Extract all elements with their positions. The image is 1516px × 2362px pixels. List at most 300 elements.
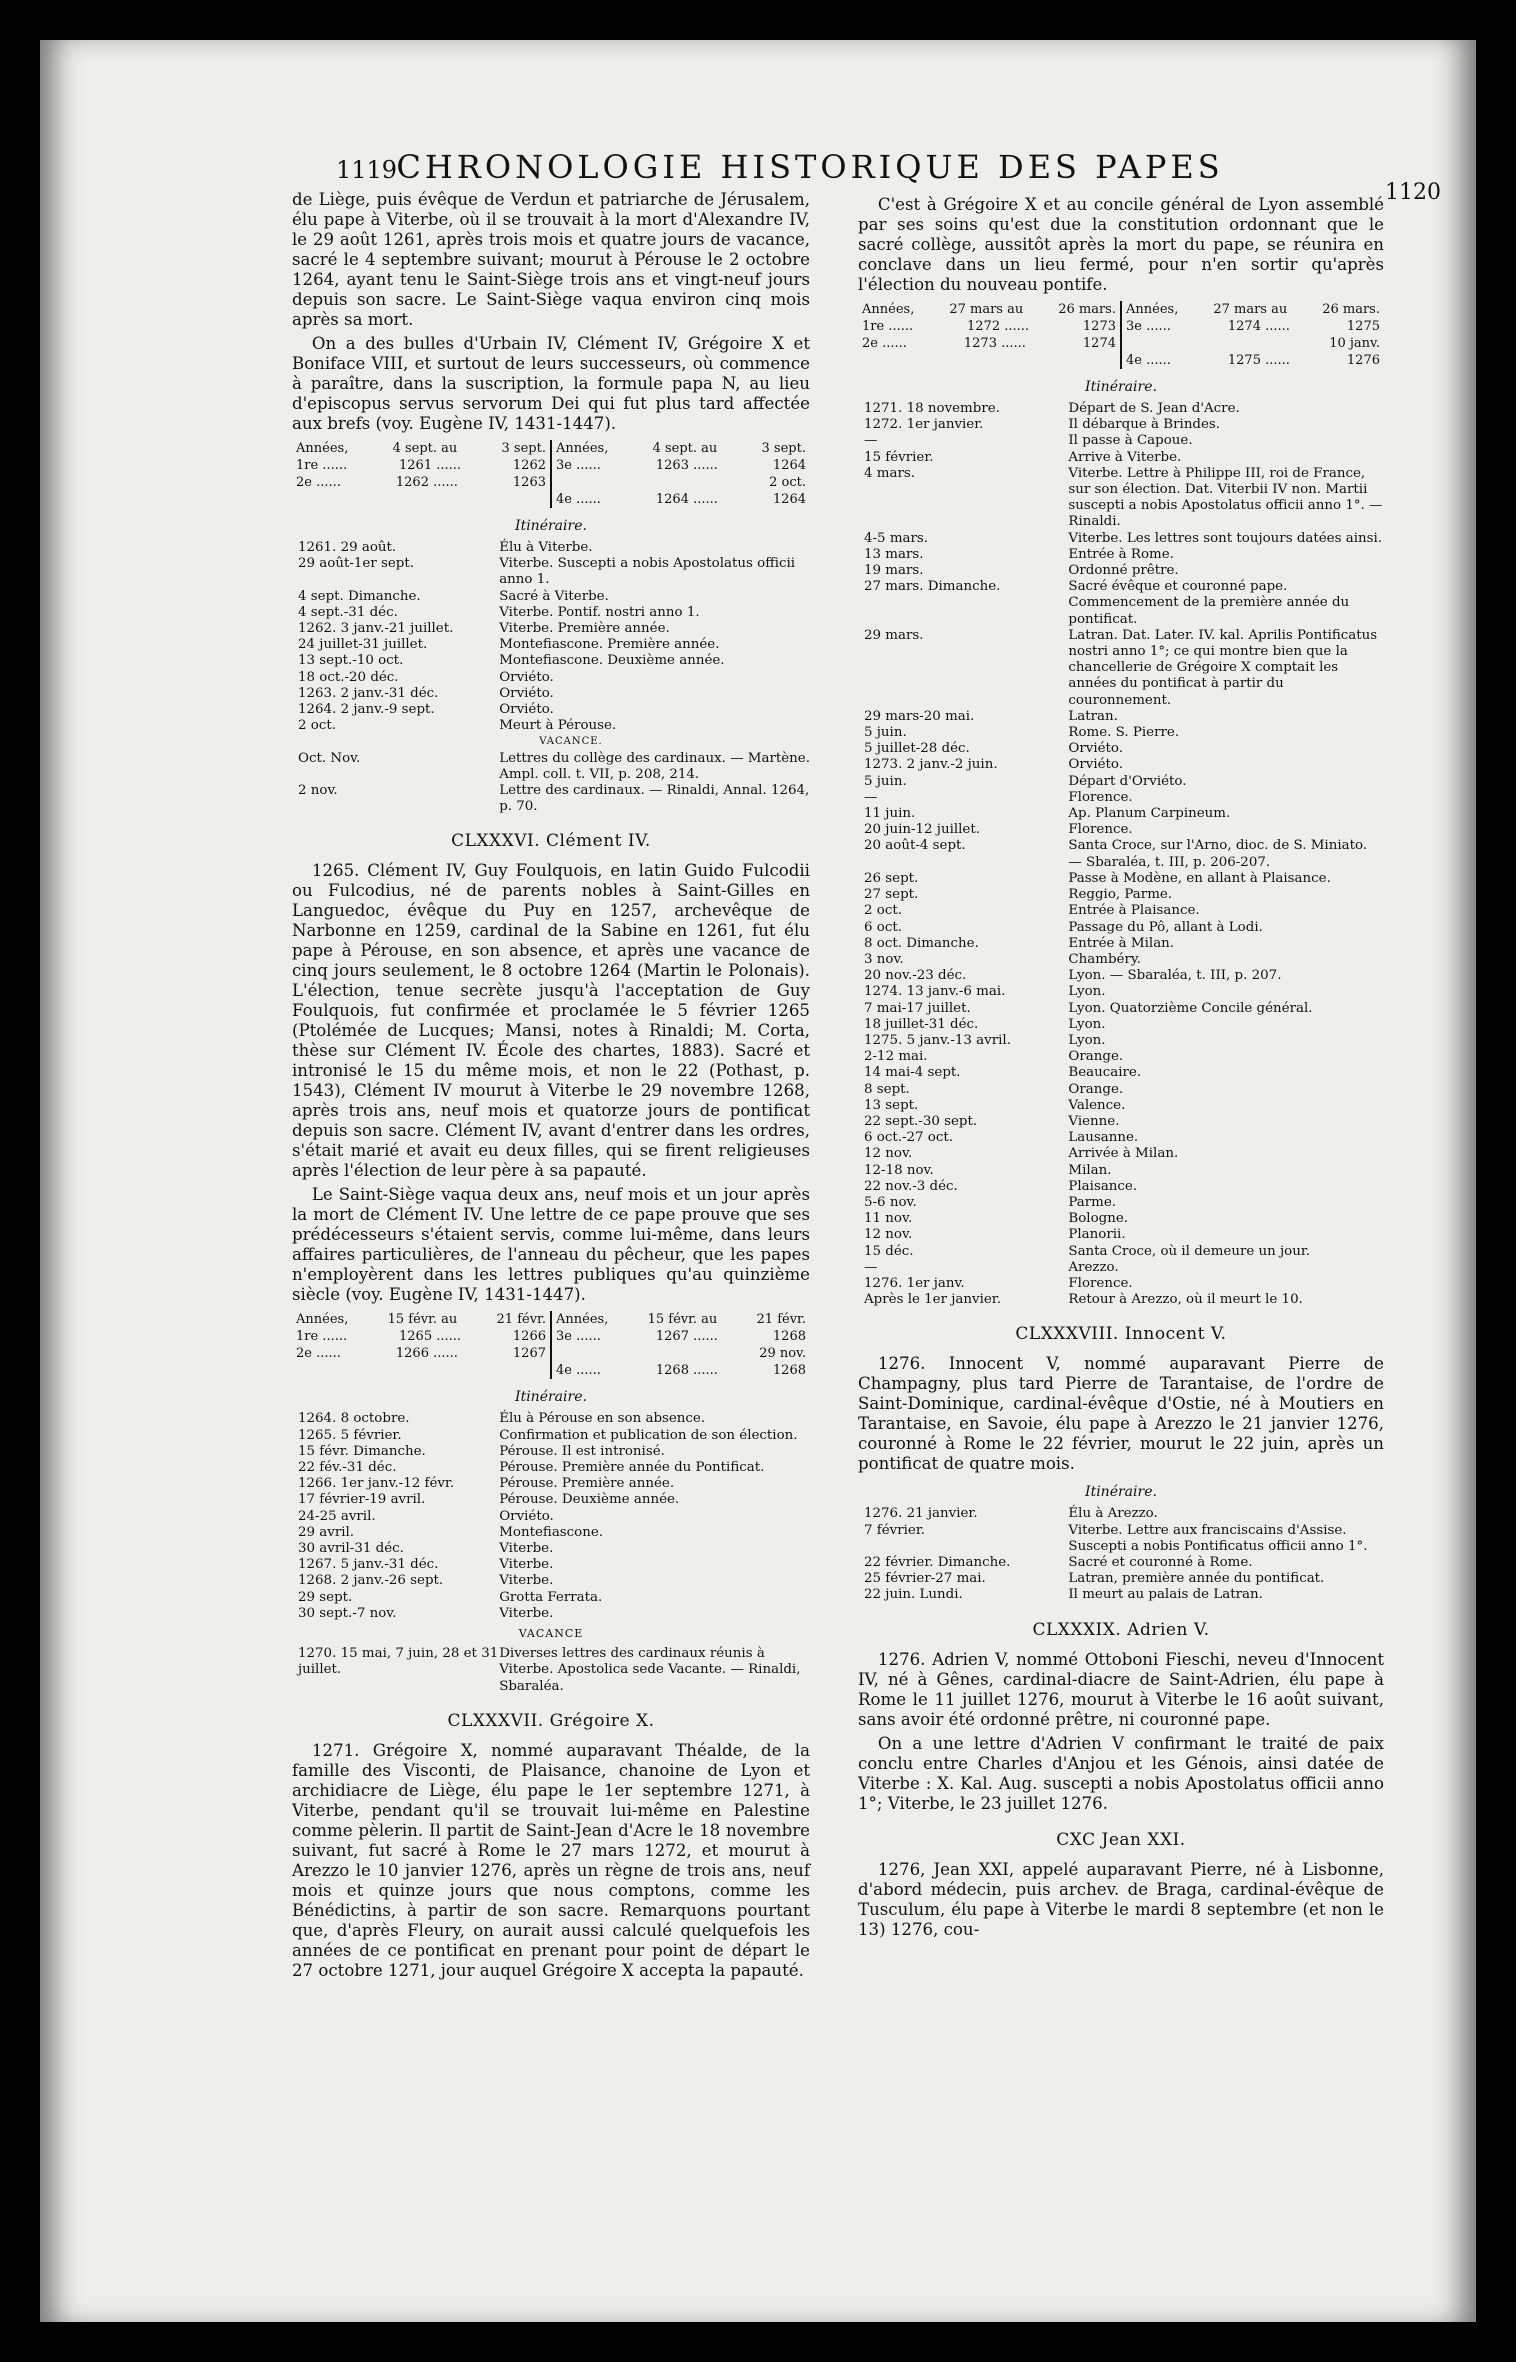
annees-head-cell: Années, [862, 302, 915, 317]
itinerary-date: 15 févr. Dimanche. [298, 1443, 426, 1459]
annees-half [550, 1311, 810, 1379]
itinerary-entry: Pérouse. Deuxième année. [499, 1492, 680, 1508]
itinerary-entry: Il passe à Capoue. [1068, 433, 1193, 449]
left-intro [292, 190, 810, 434]
paragraph: 1276. Adrien V, nommé Ottoboni Fieschi, neveu d'Innocent IV, né à Gênes, cardinal-diacre de Saint-Adrien, élu pape à Rome le 11 juillet 1276, mourut à Viterbe le 16 août suivant, sans avoir été ordonné prêtre, ni couronné pape. [858, 1649, 1384, 1729]
annees-row [556, 491, 806, 508]
itinerary-date: 1268. 2 janv.-26 sept. [298, 1573, 444, 1589]
itinerary-date: 27 sept. [864, 887, 919, 903]
vacance-letters [292, 1646, 810, 1695]
itinerary-date: 1275. 5 janv.-13 avril. [864, 1032, 1011, 1048]
itinerary-row [292, 718, 810, 734]
itinerary-row [858, 1523, 1384, 1555]
itinerary-row [858, 1017, 1384, 1033]
itinerary-row [858, 433, 1384, 449]
annees-table-clement [292, 1311, 810, 1379]
itinerary-entry: Lyon. [1068, 1032, 1106, 1048]
annees-head-cell: 4 sept. au [652, 441, 718, 456]
annees-head-cell: Années, [556, 1312, 609, 1328]
itinerary-row [858, 531, 1384, 547]
itinerary-entry: Sacré évêque et couronné pape. Commencement de la première année du pontificat. [1068, 579, 1350, 627]
annees-head-cell: 3 sept. [761, 441, 806, 456]
itinerary-date: 1267. 5 janv.-31 déc. [298, 1557, 439, 1573]
itinerary-row [858, 968, 1384, 984]
itinerary-entry: Parme. [1068, 1194, 1117, 1210]
annees-head-cell: 21 févr. [756, 1312, 806, 1328]
itinerary-row [858, 952, 1384, 968]
itinerary-row [858, 628, 1384, 709]
itinerary-row [858, 1587, 1384, 1603]
annees-cell: 1262 ...... [395, 475, 458, 490]
itinerary-date: 29 mars. [864, 627, 924, 643]
itinerary-row [292, 1646, 810, 1695]
itinerary-title: Itinéraire. [515, 518, 587, 534]
itinerary-row [858, 1049, 1384, 1065]
itinerary-row [858, 563, 1384, 579]
itinerary-date: 1263. 2 janv.-31 déc. [298, 685, 439, 701]
annees-cell: 4e ...... [556, 1363, 601, 1379]
paragraph: 1265. Clément IV, Guy Foulquois, en latin Guido Fulcodii ou Fulcodius, né de parents nobles à Saint-Gilles en Languedoc, évêque du Puy en 1257, archevêque de Narbonne en 1259, cardinal de la Sabine en 1261, fut élu pape à Pérouse, en son absence, et après une vacance de cinq jours seulement, le 8 octobre 1264 (Martin le Polonais). L'élection, tenue secrète jusqu'à l'acceptation de Guy Foulquois, fut confirmée et proclamée le 5 février 1265 (Ptolémée de Lucques; Mansi, notes à Rinaldi; M. Corta, thèse sur Clément IV. École des chartes, 1883). Sacré et intronisé le 15 du même mois, et non le 22 (Pothast, p. 1543), Clément IV mourut à Viterbe le 29 novembre 1268, après trois ans, neuf mois et quatorze jours de pontificat depuis son sacre. Clément IV, avant d'entrer dans les ordres, s'était marié et avait eu deux filles, qui se firent religieuses après l'élection de leur père à sa papauté. [292, 861, 810, 1181]
itinerary-row [858, 757, 1384, 773]
itinerary-row [858, 1163, 1384, 1179]
itinerary-date: 1264. 8 octobre. [298, 1411, 410, 1427]
itinerary-entry: Sacré et couronné à Rome. [1068, 1554, 1253, 1570]
annees-row [1126, 352, 1380, 369]
annees-cell: 1re ...... [296, 458, 348, 473]
annees-head-cell: Années, [296, 441, 349, 456]
itinerary-entry: Diverses lettres des cardinaux réunis à Viterbe. Apostolica sede Vacante. — Rinaldi, Sbaraléa. [499, 1646, 801, 1694]
itinerary-date: — [864, 789, 878, 805]
itinerary-entry: Viterbe. Lettre à Philippe III, roi de France, sur son élection. Dat. Viterbii IV non. Martii suscepti a nobis Apostolatus officii anno 1°. — Rinaldi. [1068, 465, 1383, 530]
itinerary-entry: Passe à Modène, en allant à Plaisance. [1068, 870, 1331, 886]
itinerary-row [858, 1211, 1384, 1227]
itinerary-entry: Ordonné prêtre. [1068, 563, 1179, 579]
annees-cell: 1275 ...... [1227, 353, 1290, 368]
annees-cell: 1276 [1346, 353, 1380, 368]
itinerary-row [858, 1033, 1384, 1049]
itinerary-date: 14 mai-4 sept. [864, 1065, 961, 1081]
itinerary-entry: Reggio, Parme. [1068, 887, 1173, 903]
itinerary-date: 19 mars. [864, 563, 924, 579]
itinerary-date: 24-25 avril. [298, 1508, 376, 1524]
itinerary-row [858, 579, 1384, 628]
itinerary-date: 1276. 1er janv. [864, 1275, 965, 1291]
itinerary-innocent [858, 1506, 1384, 1603]
itinerary-date: 5 juillet-28 déc. [864, 741, 970, 757]
itinerary-date: 13 mars. [864, 546, 924, 562]
itinerary-row [858, 903, 1384, 919]
itinerary-entry: Viterbe. [499, 1573, 554, 1589]
annees-half [1120, 301, 1384, 369]
itinerary-date: 12-18 nov. [864, 1162, 934, 1178]
running-header: CHRONOLOGIE HISTORIQUE DES PAPES [396, 148, 1224, 186]
itinerary-entry: Entrée à Plaisance. [1068, 903, 1200, 919]
itinerary-entry: Orange. [1068, 1081, 1124, 1097]
itinerary-entry: Viterbe. Les lettres sont toujours datées ainsi. [1068, 530, 1383, 546]
annees-cell: 1re ...... [862, 319, 914, 334]
itinerary-row [858, 1571, 1384, 1587]
annees-cell: 1264 [772, 458, 806, 473]
annees-head-cell: 27 mars au [1213, 302, 1288, 317]
itinerary-entry: Départ d'Orviéto. [1068, 773, 1187, 789]
itinerary-date: 15 déc. [864, 1243, 914, 1259]
itinerary-date: 1271. 18 novembre. [864, 401, 1000, 416]
itinerary-date: 11 juin. [864, 806, 916, 822]
itinerary-date: 3 nov. [864, 951, 904, 967]
itinerary-row [858, 1244, 1384, 1260]
annees-cell: 2e ...... [296, 475, 341, 490]
itinerary-entry: Lettre des cardinaux. — Rinaldi, Annal. 1264, p. 70. [499, 783, 810, 815]
annees-cell: 1272 ...... [967, 319, 1030, 334]
annees-cell: 1264 [772, 492, 806, 507]
section-title-adrien: CLXXXIX. Adrien V. [1032, 1619, 1210, 1640]
itinerary-entry: Lyon. — Sbaraléa, t. III, p. 207. [1068, 968, 1282, 984]
annees-head-cell: Années, [1126, 302, 1179, 317]
annees-half [292, 1311, 550, 1379]
itinerary-entry: Latran. [1068, 708, 1118, 724]
itinerary-date: 29 août-1er sept. [298, 556, 414, 572]
paragraph: 1276, Jean XXI, appelé auparavant Pierre, né à Lisbonne, d'abord médecin, puis archev. de Braga, cardinal-évêque de Tusculum, élu pape à Viterbe le mardi 8 septembre (et non le 13) 1276, cou- [858, 1859, 1384, 1939]
left-column [292, 190, 810, 1985]
itinerary-entry: Latran, première année du pontificat. [1068, 1571, 1325, 1587]
itinerary-entry: Bologne. [1068, 1211, 1129, 1227]
section-title-clement: CLXXXVI. Clément IV. [451, 831, 651, 852]
annees-row [862, 318, 1116, 335]
itinerary-date: 5 juin. [864, 725, 907, 741]
itinerary-date: 1266. 1er janv.-12 févr. [298, 1476, 455, 1492]
itinerary-entry: Lyon. Quatorzième Concile général. [1068, 1000, 1313, 1016]
itinerary-row [292, 1541, 810, 1557]
annees-cell: 1261 ...... [399, 458, 462, 473]
itinerary-date: 13 sept. [864, 1097, 919, 1113]
itinerary-date: 22 février. Dimanche. [864, 1554, 1011, 1570]
itinerary-row [858, 466, 1384, 531]
itinerary-row [292, 621, 810, 637]
itinerary-row [858, 936, 1384, 952]
itinerary-title: Itinéraire. [515, 1389, 587, 1406]
itinerary-entry: Élu à Pérouse en son absence. [499, 1411, 706, 1427]
itinerary-entry: Passage du Pô, allant à Lodi. [1068, 919, 1263, 935]
itinerary-date: 25 février-27 mai. [864, 1571, 986, 1587]
itinerary-row [292, 1606, 810, 1622]
itinerary-urbain [292, 540, 810, 815]
itinerary-date: 4-5 mars. [864, 530, 929, 546]
annees-cell: 1273 [1082, 319, 1116, 334]
page-number-left: 1119 [336, 156, 398, 184]
annees-row [556, 474, 806, 491]
itinerary-entry: Viterbe. Suscepti a nobis Apostolatus officii anno 1. [499, 556, 796, 588]
itinerary-row [858, 774, 1384, 790]
itinerary-row [292, 1444, 810, 1460]
itinerary-date: — [864, 1259, 878, 1275]
itinerary-entry: Latran. Dat. Later. IV. kal. Aprilis Pontificatus nostri anno 1°; ce qui montre bien que la chancellerie de Grégoire X comptait les années du pontificat à partir du couronnement. [1068, 627, 1378, 708]
itinerary-date: 17 février-19 avril. [298, 1492, 426, 1508]
annees-cell: 1263 [512, 475, 546, 490]
itinerary-row [858, 806, 1384, 822]
itinerary-row [858, 1227, 1384, 1243]
annees-cell: 4e ...... [556, 492, 601, 507]
itinerary-row [292, 670, 810, 686]
itinerary-date: 8 oct. Dimanche. [864, 935, 979, 951]
itinerary-date: 1262. 3 janv.-21 juillet. [298, 621, 454, 637]
gregoire-text [292, 1741, 810, 1981]
annees-cell: 1263 ...... [655, 458, 718, 473]
annees-head-cell: Années, [556, 441, 609, 456]
right-intro [858, 195, 1384, 295]
itinerary-row [292, 1476, 810, 1492]
paragraph: 1271. Grégoire X, nommé auparavant Théalde, de la famille des Visconti, de Plaisance, chanoine de Lyon et archidiacre de Liège, élu pape le 1er septembre 1271, à Viterbe, pendant qu'il se trouvait lui-même en Palestine comme pèlerin. Il partit de Saint-Jean d'Acre le 18 novembre suivant, fut sacré à Rome le 27 mars 1272, et mourut à Arezzo le 10 janvier 1276, après un règne de trois ans, neuf mois et quinze jours que nous comptons, comme les Bénédictins, à partir de son sacre. Remarquons pourtant que, d'après Fleury, on aurait aussi calculé quelquefois les années de ce pontificat en prenant pour point de départ le 27 octobre 1271, jour auquel Grégoire X accepta la papauté. [292, 1740, 810, 1980]
annees-cell: 29 nov. [759, 1346, 806, 1362]
annees-cell: 1274 ...... [1227, 319, 1290, 334]
itinerary-row [858, 1065, 1384, 1081]
itinerary-row [858, 984, 1384, 1000]
itinerary-row [858, 547, 1384, 563]
annees-cell: 2e ...... [862, 336, 907, 351]
annees-cell: 1re ...... [296, 1329, 348, 1345]
annees-head-cell: 15 févr. au [647, 1312, 718, 1328]
section-title-jean: CXC Jean XXI. [1056, 1829, 1186, 1850]
itinerary-entry: Grotta Ferrata. [499, 1589, 603, 1605]
page-number-right: 1120 [1385, 180, 1441, 205]
itinerary-date: 12 nov. [864, 1146, 913, 1162]
itinerary-row [858, 1130, 1384, 1146]
itinerary-entry: Lyon. [1068, 984, 1106, 1000]
itinerary-entry: Élu à Arezzo. [1068, 1506, 1158, 1522]
innocent-text [858, 1354, 1384, 1474]
annees-half [550, 440, 810, 508]
itinerary-date: 1261. 29 août. [298, 540, 397, 555]
itinerary-entry: Viterbe. Première année. [499, 621, 670, 637]
itinerary-date: 20 nov.-23 déc. [864, 968, 967, 984]
itinerary-entry: Retour à Arezzo, où il meurt le 10. [1068, 1292, 1303, 1308]
itinerary-row [858, 1082, 1384, 1098]
itinerary-row [292, 1411, 810, 1427]
itinerary-entry: Lettres du collège des cardinaux. — Martène. Ampl. coll. t. VII, p. 208, 214. [499, 750, 810, 782]
itinerary-row [858, 1555, 1384, 1571]
annees-cell: 3e ...... [556, 1329, 601, 1345]
annees-head-cell: 3 sept. [501, 441, 546, 456]
itinerary-date: 2-12 mai. [864, 1049, 928, 1065]
itinerary-entry: Orviéto. [499, 1508, 554, 1524]
itinerary-row [858, 871, 1384, 887]
itinerary-entry: Plaisance. [1068, 1178, 1138, 1194]
itinerary-entry: Montefiascone. [499, 1524, 604, 1540]
adrien-text [858, 1650, 1384, 1814]
itinerary-row [292, 1492, 810, 1508]
section-title-innocent: CLXXXVIII. Innocent V. [1015, 1324, 1227, 1345]
annees-cell: 1274 [1082, 336, 1116, 351]
itinerary-row [858, 1179, 1384, 1195]
itinerary-row [292, 653, 810, 669]
itinerary-date: 11 nov. [864, 1211, 913, 1227]
annees-cell: 3e ...... [556, 458, 601, 473]
annees-row [556, 1362, 806, 1379]
itinerary-row [292, 751, 810, 783]
itinerary-entry: Santa Croce, où il demeure un jour. [1068, 1243, 1311, 1259]
paragraph: Le Saint-Siège vaqua deux ans, neuf mois et un jour après la mort de Clément IV. Une lettre de ce pape prouve que ses prédécesseurs s'étaient servis, comme lui-même, dans leurs affaires particulières, de l'anneau du pêcheur, que les papes n'employèrent dans les lettres publiques qu'au quinzième siècle (voy. Eugène IV, 1431-1447). [292, 1185, 810, 1305]
itinerary-row [858, 1098, 1384, 1114]
itinerary-entry: Meurt à Pérouse. [499, 718, 617, 734]
itinerary-entry: Orviéto. [499, 685, 554, 701]
itinerary-entry: Arezzo. [1068, 1259, 1119, 1275]
itinerary-date: 1276. 21 janvier. [864, 1506, 978, 1522]
itinerary-entry: Beaucaire. [1068, 1065, 1142, 1081]
itinerary-row [292, 589, 810, 605]
annees-row [862, 335, 1116, 352]
annees-cell: 1266 ...... [395, 1346, 458, 1362]
itinerary-date: 29 mars-20 mai. [864, 708, 975, 724]
itinerary-date: 12 nov. [864, 1227, 913, 1243]
itinerary-date: 1264. 2 janv.-9 sept. [298, 702, 435, 718]
itinerary-row [858, 709, 1384, 725]
section-title-gregoire: CLXXXVII. Grégoire X. [447, 1710, 655, 1731]
itinerary-entry: Florence. [1068, 789, 1133, 805]
annees-row [1126, 318, 1380, 335]
itinerary-date: 2 oct. [864, 903, 902, 919]
paragraph: On a une lettre d'Adrien V confirmant le traité de paix conclu entre Charles d'Anjou et les Génois, ainsi datée de Viterbe : X. Kal. Aug. suscepti a nobis Apostolatus officii anno 1°; Viterbe, le 23 juillet 1276. [858, 1733, 1384, 1813]
annees-row [296, 1345, 546, 1362]
itinerary-entry: Entrée à Rome. [1068, 546, 1174, 562]
itinerary-row [292, 686, 810, 702]
itinerary-date: 1272. 1er janvier. [864, 417, 984, 433]
itinerary-date: Après le 1er janvier. [864, 1292, 1001, 1308]
itinerary-entry: Orviéto. [1068, 757, 1124, 773]
itinerary-row [292, 637, 810, 653]
annees-cell: 1267 [512, 1346, 546, 1362]
itinerary-date: 8 sept. [864, 1081, 910, 1097]
itinerary-entry: Viterbe. [499, 1605, 554, 1621]
itinerary-date: 2 oct. [298, 718, 336, 734]
itinerary-row [858, 1114, 1384, 1130]
itinerary-date: 1274. 13 janv.-6 mai. [864, 984, 1006, 1000]
itinerary-clement [292, 1411, 810, 1622]
itinerary-date [292, 734, 499, 750]
itinerary-row [858, 1276, 1384, 1292]
itinerary-row [292, 605, 810, 621]
annees-head-cell: Années, [296, 1312, 349, 1328]
itinerary-date: 1270. 15 mai, 7 juin, 28 et 31 juillet. [298, 1646, 499, 1678]
itinerary-entry: Viterbe. Lettre aux franciscains d'Assise. Suscepti a nobis Pontificatus officii anno 1°. [1068, 1522, 1368, 1554]
itinerary-row [858, 450, 1384, 466]
itinerary-row [858, 417, 1384, 433]
itinerary-row [858, 741, 1384, 757]
itinerary-date: 22 sept.-30 sept. [864, 1113, 978, 1129]
itinerary-row [292, 783, 810, 815]
itinerary-entry: Montefiascone. Première année. [499, 637, 720, 653]
itinerary-date: 2 nov. [298, 783, 338, 799]
paragraph: On a des bulles d'Urbain IV, Clément IV, Grégoire X et Boniface VIII, et surtout de leurs successeurs, où commence à paraître, dans la suscription, la formule papa N, au lieu d'episcopus servus servorum Dei qui fut plus tard affectée aux brefs (voy. Eugène IV, 1431-1447). [292, 334, 810, 433]
itinerary-row [858, 401, 1384, 417]
itinerary-date: 6 oct.-27 oct. [864, 1130, 953, 1146]
itinerary-date: 22 fév.-31 déc. [298, 1460, 397, 1476]
annees-row [296, 457, 546, 474]
itinerary-entry: Pérouse. Première année du Pontificat. [499, 1460, 765, 1476]
right-column [858, 195, 1384, 1944]
itinerary-entry: Milan. [1068, 1162, 1112, 1178]
itinerary-row [292, 1525, 810, 1541]
itinerary-date: 5 juin. [864, 773, 907, 789]
annees-cell: 4e ...... [1126, 353, 1171, 368]
annees-cell: 1267 ...... [655, 1329, 718, 1345]
itinerary-entry: Valence. [1068, 1097, 1126, 1113]
itinerary-entry: Arrive à Viterbe. [1068, 449, 1182, 465]
annees-cell: 1273 ...... [963, 336, 1026, 351]
itinerary-date: 20 août-4 sept. [864, 838, 966, 854]
itinerary-row [858, 1506, 1384, 1522]
annees-half [858, 301, 1120, 369]
annees-cell: 2e ...... [296, 1346, 341, 1362]
itinerary-date: 30 sept.-7 nov. [298, 1605, 397, 1621]
itinerary-row [292, 1460, 810, 1476]
itinerary-row [292, 734, 810, 750]
itinerary-entry: Vienne. [1068, 1113, 1120, 1129]
itinerary-row [858, 920, 1384, 936]
paragraph: C'est à Grégoire X et au concile général de Lyon assemblé par ses soins qu'est due la constitution ordonnant que le sacré collège, aussitôt après la mort du pape, se réunira en conclave dans un lieu fermé, pour n'en sortir qu'après l'élection du nouveau pontife. [858, 195, 1384, 294]
itinerary-row [858, 822, 1384, 838]
annees-head-cell: 15 févr. au [387, 1312, 458, 1328]
annees-cell: 1268 ...... [655, 1363, 718, 1379]
itinerary-title: Itinéraire. [1085, 1484, 1157, 1501]
itinerary-row [292, 1428, 810, 1444]
itinerary-row [292, 556, 810, 588]
annees-half [292, 440, 550, 508]
itinerary-date: 29 sept. [298, 1589, 353, 1605]
itinerary-date: 18 oct.-20 déc. [298, 669, 399, 685]
annees-cell: 1264 ...... [655, 492, 718, 507]
annees-cell: 1268 [772, 1329, 806, 1345]
itinerary-row [858, 790, 1384, 806]
itinerary-entry: VACANCE. [539, 736, 603, 748]
itinerary-date: 24 juillet-31 juillet. [298, 637, 428, 653]
itinerary-entry: Sacré à Viterbe. [499, 588, 609, 604]
annees-row [1126, 335, 1380, 352]
itinerary-entry: Planorii. [1068, 1227, 1126, 1243]
itinerary-row [292, 1509, 810, 1525]
itinerary-date: 4 mars. [864, 465, 915, 481]
itinerary-date: 27 mars. Dimanche. [864, 579, 1001, 595]
itinerary-date: — [864, 433, 878, 449]
annees-cell: 1262 [512, 458, 546, 473]
itinerary-row [858, 838, 1384, 870]
annees-cell: 10 janv. [1329, 336, 1380, 351]
itinerary-entry: Il débarque à Brindes. [1068, 417, 1221, 433]
vacance-label: VACANCE [518, 1627, 584, 1641]
annees-cell: 1266 [512, 1329, 546, 1345]
itinerary-entry: Orange. [1068, 1049, 1124, 1065]
itinerary-date: 18 juillet-31 déc. [864, 1016, 979, 1032]
itinerary-row [858, 1195, 1384, 1211]
itinerary-entry: Orviéto. [1068, 741, 1124, 757]
itinerary-row [858, 887, 1384, 903]
itinerary-date: Oct. Nov. [298, 750, 361, 766]
itinerary-entry: Entrée à Milan. [1068, 935, 1175, 951]
itinerary-row [292, 540, 810, 556]
itinerary-date: 30 avril-31 déc. [298, 1541, 404, 1557]
annees-head-cell: 27 mars au [949, 302, 1024, 317]
itinerary-entry: Il meurt au palais de Latran. [1068, 1587, 1263, 1603]
annees-head-cell: 4 sept. au [392, 441, 458, 456]
itinerary-date: 4 sept.-31 déc. [298, 604, 398, 620]
annees-row [556, 1345, 806, 1362]
annees-cell: 2 oct. [769, 475, 806, 490]
jean-text [858, 1860, 1384, 1940]
itinerary-date: 1265. 5 février. [298, 1427, 402, 1443]
itinerary-date: 22 nov.-3 déc. [864, 1178, 958, 1194]
itinerary-entry: Florence. [1068, 1275, 1133, 1291]
itinerary-date: 4 sept. Dimanche. [298, 588, 421, 604]
itinerary-row [858, 1260, 1384, 1276]
annees-row [556, 457, 806, 474]
